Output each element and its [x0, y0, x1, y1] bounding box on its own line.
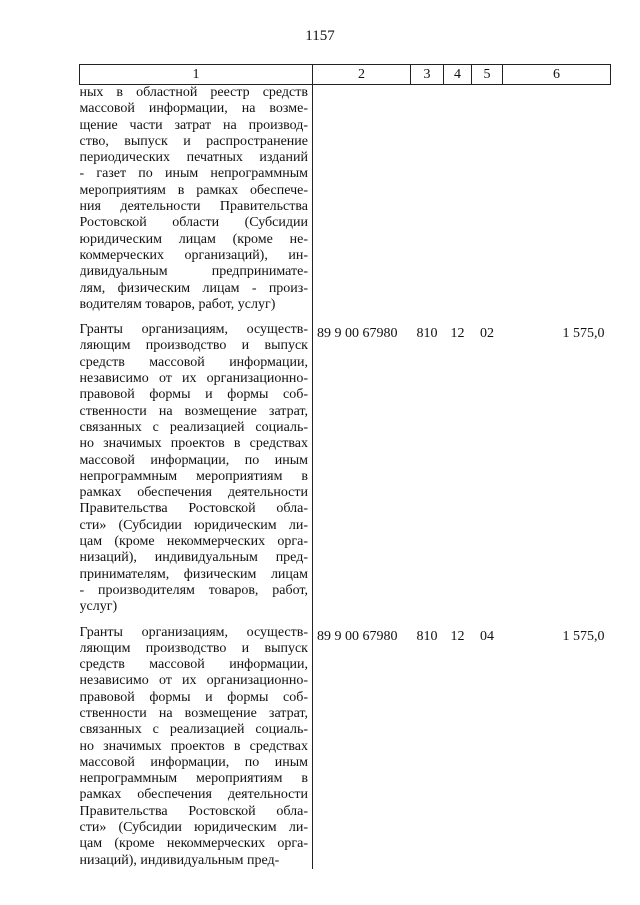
- spacer-cell: [313, 313, 611, 322]
- description-line: Правительства Ростовской обла-: [79, 803, 308, 819]
- description-line: Ростовской области (Субсидии: [79, 215, 308, 231]
- description-line: - производителям товаров, работ,: [79, 582, 308, 598]
- spacer-cell: [80, 313, 313, 322]
- description-line: рамках обеспечения деятельности: [79, 485, 308, 501]
- table-body: [80, 85, 611, 869]
- description-line: периодических печатных изданий: [79, 150, 308, 166]
- description-line: средств массовой информации,: [79, 354, 308, 370]
- description-line: но значимых проектов в средствах: [79, 436, 308, 452]
- header-col-3: 3: [411, 65, 444, 85]
- description-line: связанных с реализацией социаль-: [79, 722, 308, 738]
- row-description: [80, 85, 313, 314]
- description-line: ных в областной реестр средств: [79, 85, 308, 100]
- row-description: [80, 625, 313, 869]
- row-section: 12: [450, 326, 465, 342]
- header-row: [80, 65, 611, 85]
- spacer-cell: [80, 616, 313, 625]
- description-line: непрограммным мероприятиям в: [79, 468, 308, 484]
- row-amount: 1 575,0: [562, 326, 605, 342]
- description-line: независимо от их организационно-: [79, 371, 308, 387]
- description-line: Гранты организациям, осуществ-: [79, 624, 308, 640]
- description-line: ственности на возмещение затрат,: [79, 705, 308, 721]
- description-line: цам (кроме некоммерческих орга-: [79, 534, 308, 550]
- row-expense-type: 810: [416, 628, 438, 644]
- description-line: но значимых проектов в средствах: [79, 738, 308, 754]
- description-line: услуг): [79, 599, 118, 615]
- description-line: правовой формы и формы соб-: [79, 387, 308, 403]
- description-line: водителям товаров, работ, услуг): [79, 296, 276, 312]
- description-line: связанных с реализацией социаль-: [79, 419, 308, 435]
- header-col-6: 6: [503, 65, 611, 85]
- description-line: Гранты организациям, осуществ-: [79, 322, 308, 338]
- row-section: 12: [450, 628, 465, 644]
- row-spacer: [80, 616, 611, 625]
- row-expense-type: [411, 85, 444, 314]
- description-line: ство, выпуск и распространение: [79, 133, 308, 149]
- description-line: щение части затрат на производ-: [79, 117, 308, 133]
- budget-table: [79, 64, 611, 869]
- description-line: сти» (Субсидии юридическим ли-: [79, 820, 308, 836]
- table-row: [80, 625, 611, 869]
- description-line: правовой формы и формы соб-: [79, 689, 308, 705]
- header-col-1: 1: [80, 65, 313, 85]
- description-line: низаций), индивидуальным пред-: [79, 550, 308, 566]
- row-section: [444, 85, 472, 314]
- description-line: независимо от их организационно-: [79, 673, 308, 689]
- description-line: сти» (Субсидии юридическим ли-: [79, 517, 308, 533]
- page-number: 1157: [305, 28, 335, 44]
- row-subsection: 04: [480, 628, 494, 644]
- row-target-code: 89 9 00 67980: [317, 326, 398, 342]
- description-line: ния деятельности Правительства: [79, 199, 308, 215]
- row-amount: [503, 85, 611, 314]
- row-amount: 1 575,0: [562, 628, 605, 644]
- description-line: принимателям, физическим лицам: [79, 566, 308, 582]
- row-target-code: [313, 85, 411, 314]
- description-line: массовой информации, по иным: [79, 754, 308, 770]
- description-line: ственности на возмещение затрат,: [79, 403, 308, 419]
- description-line: средств массовой информации,: [79, 657, 308, 673]
- row-target-code: 89 9 00 67980: [317, 628, 398, 644]
- row-spacer: [80, 313, 611, 322]
- row-subsection: [472, 85, 503, 314]
- header-col-5: 5: [472, 65, 503, 85]
- description-line: дивидуальным предпринимате-: [79, 264, 308, 280]
- header-col-2: 2: [313, 65, 411, 85]
- description-line: рамках обеспечения деятельности: [79, 787, 308, 803]
- description-line: массовой информации, на возме-: [79, 101, 308, 117]
- description-line: низаций), индивидуальным пред-: [79, 852, 280, 868]
- row-expense-type: 810: [416, 326, 438, 342]
- row-description: [80, 322, 313, 615]
- row-subsection: 02: [480, 326, 494, 342]
- description-line: массовой информации, по иным: [79, 452, 308, 468]
- description-line: Правительства Ростовской обла-: [79, 501, 308, 517]
- table-row: [80, 322, 611, 615]
- description-line: цам (кроме некоммерческих орга-: [79, 836, 308, 852]
- description-line: - газет по иным непрограммным: [79, 166, 308, 182]
- description-line: лям, физическим лицам - произ-: [79, 280, 308, 296]
- description-line: мероприятиям в рамках обеспече-: [79, 182, 308, 198]
- description-line: ляющим производство и выпуск: [79, 640, 308, 656]
- description-line: непрограммным мероприятиям в: [79, 771, 308, 787]
- description-line: ляющим производство и выпуск: [79, 338, 308, 354]
- spacer-cell: [313, 616, 611, 625]
- table-row: [80, 85, 611, 314]
- header-col-4: 4: [444, 65, 472, 85]
- description-line: коммерческих организаций), ин-: [79, 247, 308, 263]
- description-line: юридическим лицам (кроме не-: [79, 231, 308, 247]
